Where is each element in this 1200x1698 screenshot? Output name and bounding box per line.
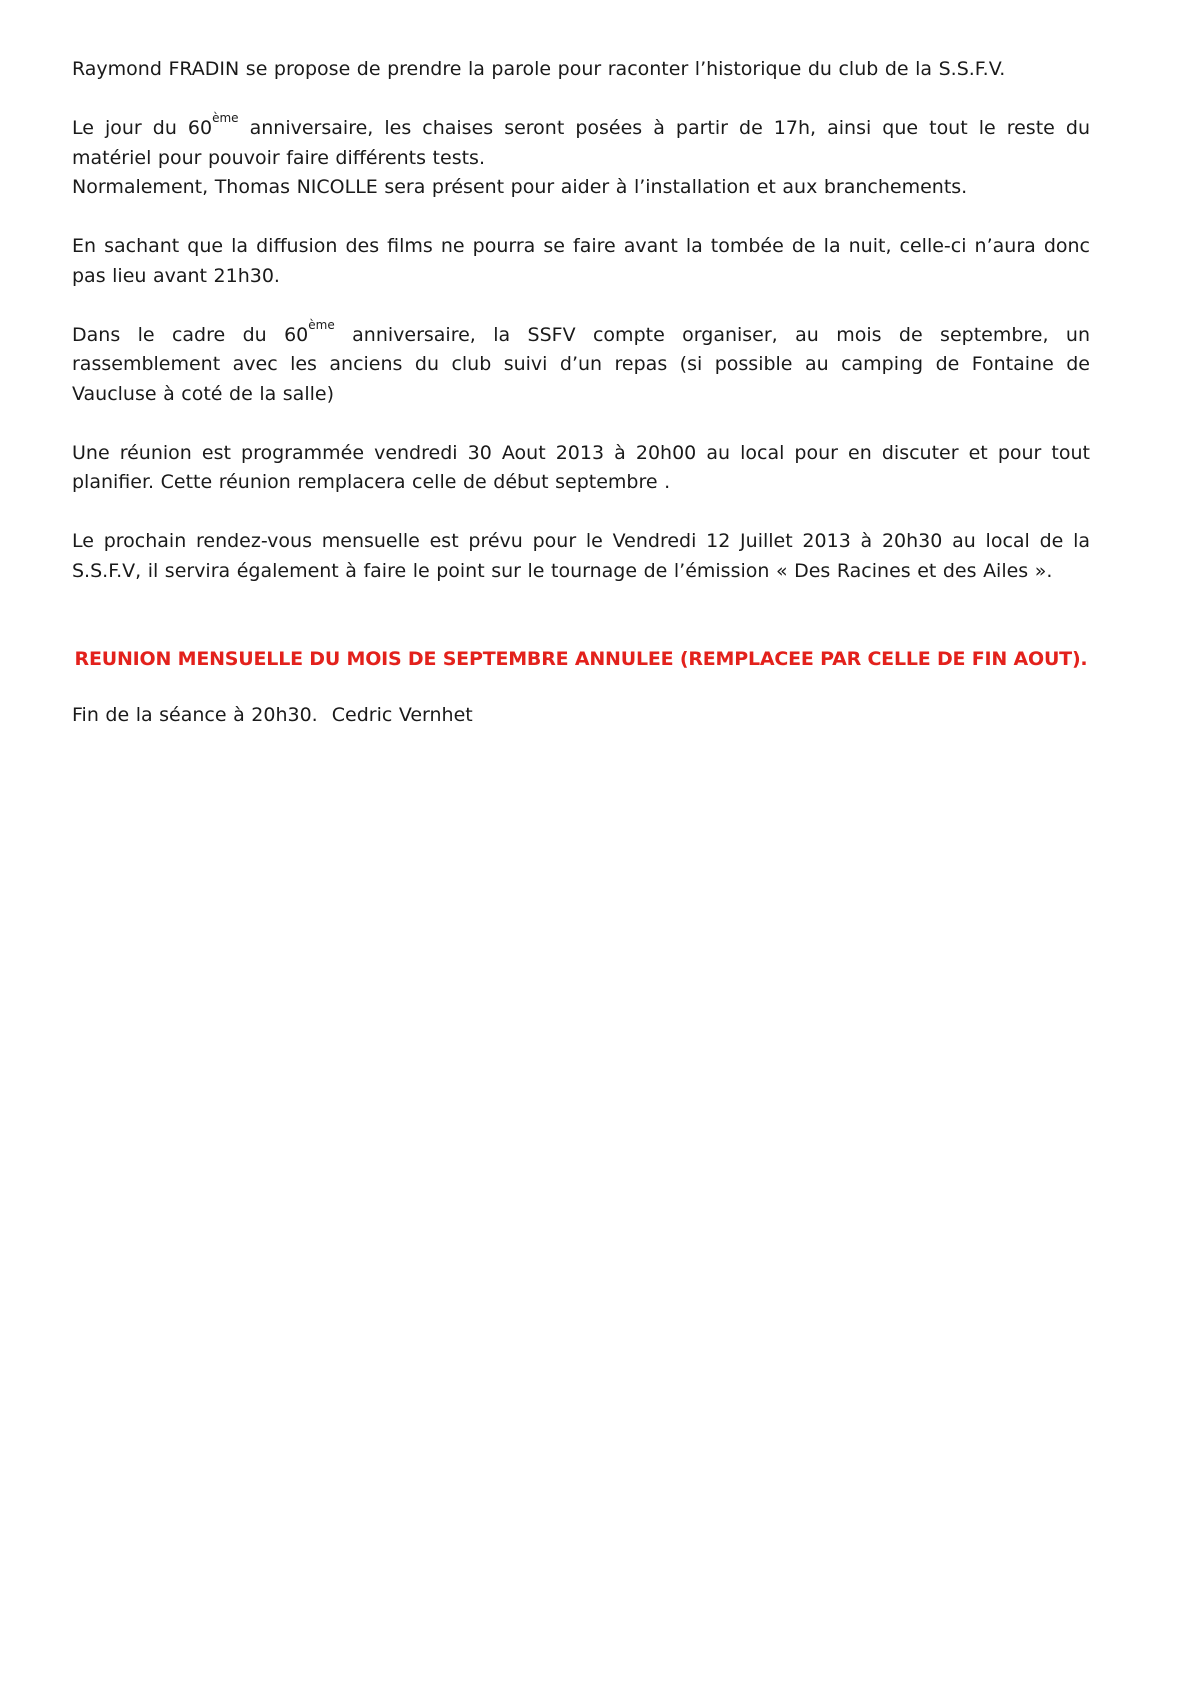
spacer [72, 85, 1090, 115]
spacer [72, 291, 1090, 321]
superscript: ème [308, 317, 335, 332]
superscript: ème [212, 111, 239, 125]
paragraph-text: anniversaire, les chaises seront posées à partir de 17h, ainsi que tout le reste du matériel pour pouvoir faire différents tests. [72, 117, 1090, 169]
spacer [72, 203, 1090, 233]
spacer [72, 675, 1090, 701]
closing-text: Fin de la séance à 20h30. [72, 703, 318, 726]
cancellation-notice: REUNION MENSUELLE DU MOIS DE SEPTEMBRE ANNULEE (REMPLACEE PAR CELLE DE FIN AOUT). [74, 648, 1088, 670]
paragraph-text: anniversaire, la SSFV compte organiser, au mois de septembre, un rassemblement avec les anciens du club suivi d’un repas (si possible au camping de Fontaine de Vaucluse à coté de la salle) [72, 323, 1091, 405]
paragraph-text: Le jour du 60 [72, 117, 213, 139]
paragraph-historique: Raymond FRADIN se propose de prendre la parole pour raconter l’historique du club de la S.S.F.V. [72, 58, 1006, 80]
paragraph-text: Dans le cadre du 60 [72, 323, 309, 346]
paragraph-rassemblement [72, 317, 1091, 410]
paragraph-reunion: Une réunion est programmée vendredi 30 Aout 2013 à 20h00 au local pour en discuter et pour tout planifier. Cette réunion remplacera celle de début septembre . [72, 441, 1090, 493]
spacer [72, 498, 1090, 528]
signature: Cedric Vernhet [331, 703, 473, 726]
spacer [72, 409, 1090, 439]
paragraph-diffusion: En sachant que la diffusion des films ne pourra se faire avant la tombée de la nuit, celle-ci n’aura donc pas lieu avant 21h30. [72, 235, 1090, 287]
spacer [72, 586, 1090, 645]
closing-line [72, 701, 1090, 731]
paragraph-nicolle: Normalement, Thomas NICOLLE sera présent pour aider à l’installation et aux branchements. [72, 176, 968, 198]
paragraph-installation [72, 111, 1090, 173]
paragraph-rendez-vous: Le prochain rendez-vous mensuelle est prévu pour le Vendredi 12 Juillet 2013 à 20h30 au local de la S.S.F.V, il servira également à faire le point sur le tournage de l’émission « Des Racines et des Ailes ». [72, 530, 1090, 582]
document-page [72, 55, 1090, 730]
